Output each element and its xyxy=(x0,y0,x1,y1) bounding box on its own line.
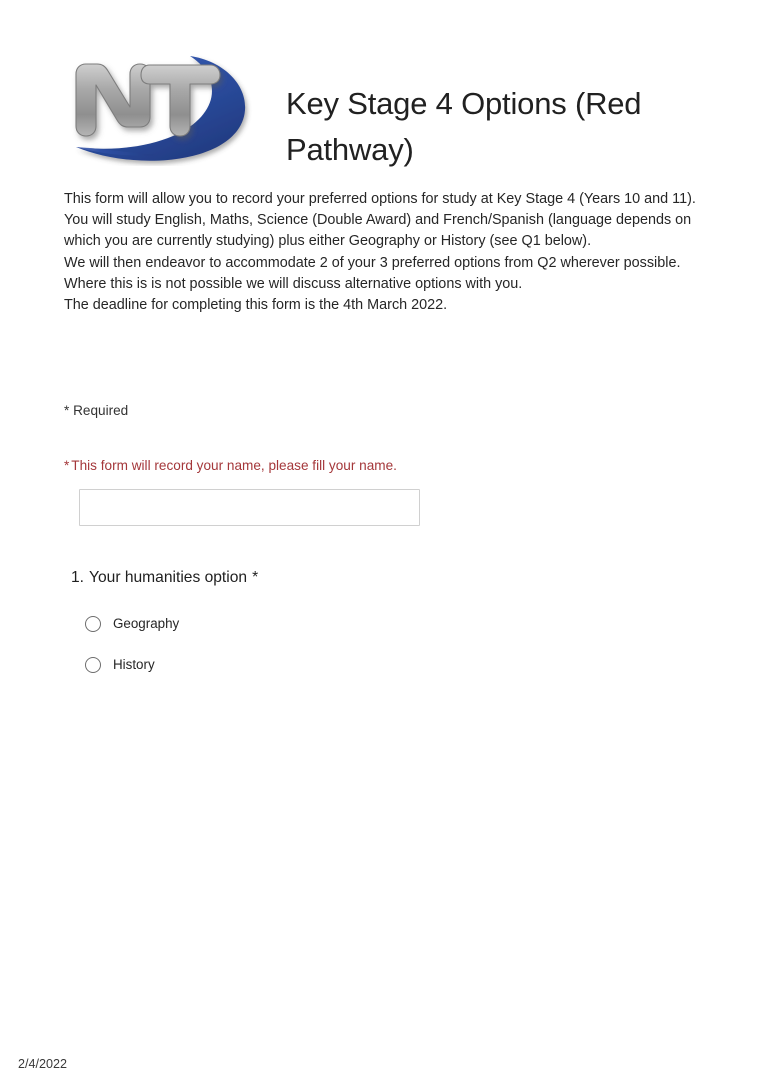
form-description xyxy=(64,189,712,316)
question-1-options xyxy=(85,607,624,682)
required-asterisk: * xyxy=(64,458,70,473)
name-question-text: This form will record your name, please fill your name. xyxy=(71,458,397,473)
radio-circle-icon[interactable] xyxy=(85,657,101,673)
question-1-block xyxy=(64,567,624,689)
question-1-required-asterisk: * xyxy=(252,569,259,586)
description-paragraph-3: The deadline for completing this form is the 4th March 2022. xyxy=(64,297,448,314)
option-label: Geography xyxy=(113,616,180,631)
description-paragraph-1: This form will allow you to record your preferred options for study at Key Stage 4 (Years 10 and 11). You will study English, Maths, Science (Double Award) and French/Spanish (language depends on which you are currently studying) plus either Geography or History (see Q1 below). xyxy=(64,191,696,250)
nt-school-logo xyxy=(64,44,264,166)
radio-option-geography[interactable] xyxy=(85,607,624,641)
description-paragraph-2: We will then endeavor to accommodate 2 of your 3 preferred options from Q2 wherever possible. Where this is is not possible we will discuss alternative options with you. xyxy=(64,254,681,292)
form-header xyxy=(64,44,720,194)
question-1-title xyxy=(64,567,624,589)
name-question-label xyxy=(64,456,584,475)
name-input[interactable] xyxy=(79,489,420,526)
name-question-block xyxy=(64,456,584,526)
footer-date: 2/4/2022 xyxy=(18,1057,68,1071)
required-note: * Required xyxy=(64,403,129,418)
question-1-number: 1. xyxy=(70,569,84,586)
question-1-text: Your humanities option xyxy=(89,569,248,586)
option-label: History xyxy=(113,657,155,672)
radio-option-history[interactable] xyxy=(85,648,624,682)
page-title: Key Stage 4 Options (Red Pathway) xyxy=(286,85,642,167)
radio-circle-icon[interactable] xyxy=(85,616,101,632)
